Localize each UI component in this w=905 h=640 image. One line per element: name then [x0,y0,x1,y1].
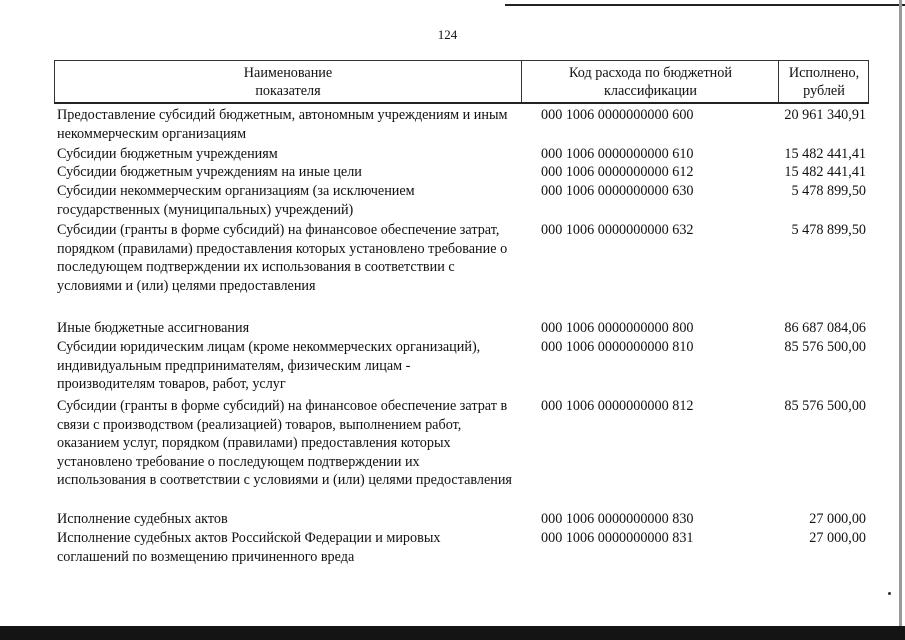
row-sum: 85 576 500,00 [784,339,866,355]
header-code-text: Код расхода по бюджетной классификации [569,64,732,99]
row-sum: 15 482 441,41 [784,146,866,162]
row-code: 000 1006 0000000000 810 [541,339,694,355]
row-sum: 5 478 899,50 [791,183,866,199]
page-number: 124 [437,27,458,42]
top-rule [505,4,905,6]
row-sum: 86 687 084,06 [784,320,866,336]
row-code: 000 1006 0000000000 612 [541,164,694,180]
bottom-scan-bar [0,626,905,640]
row-sum: 27 000,00 [809,511,866,527]
row-name: Иные бюджетные ассигнования [57,320,250,336]
header-sum-text: Исполнено, рублей [788,64,860,99]
row-name: Субсидии некоммерческим организациям (за исключением государственных (муниципальных) учреждений) [57,183,415,218]
row-name: Субсидии бюджетным учреждениям на иные цели [57,164,362,180]
row-sum: 85 576 500,00 [784,398,866,414]
row-name: Субсидии бюджетным учреждениям [57,146,278,162]
row-code: 000 1006 0000000000 600 [541,107,694,123]
row-name: Субсидии (гранты в форме субсидий) на финансовое обеспечение затрат в связи с производством (реализацией) товаров, выполнением работ, оказанием услуг, порядком (правилами) предоставления которых установлено требование о последующем подтверждении их использования в соответствии с условиями и (или) целями предоставления [57,398,512,488]
header-sum [778,61,869,103]
row-code: 000 1006 0000000000 830 [541,511,694,527]
row-code: 000 1006 0000000000 800 [541,320,694,336]
row-sum: 15 482 441,41 [784,164,866,180]
row-sum: 20 961 340,91 [784,107,866,123]
scan-speck [888,592,891,595]
row-name: Субсидии юридическим лицам (кроме некоммерческих организаций), индивидуальным предпринимателям, физическим лицам - производителям товаров, работ, услуг [57,339,481,392]
row-code: 000 1006 0000000000 630 [541,183,694,199]
row-code: 000 1006 0000000000 831 [541,530,694,546]
row-sum: 5 478 899,50 [791,222,866,238]
row-code: 000 1006 0000000000 812 [541,398,694,414]
page-edge-rule [899,0,902,640]
row-name: Предоставление субсидий бюджетным, автономным учреждениям и иным некоммерческим организациям [57,107,508,142]
row-name: Исполнение судебных актов [57,511,228,527]
row-code: 000 1006 0000000000 632 [541,222,694,238]
row-code: 000 1006 0000000000 610 [541,146,694,162]
header-name [55,61,521,103]
table-header [54,60,869,104]
header-name-text: Наименование показателя [243,64,333,99]
row-sum: 27 000,00 [809,530,866,546]
header-code [521,61,779,103]
row-name: Субсидии (гранты в форме субсидий) на финансовое обеспечение затрат, порядком (правилами) предоставления которых установлено требование о последующем подтверждении их использования в соответствии с условиями и (или) целями предоставления [57,222,508,294]
row-name: Исполнение судебных актов Российской Федерации и мировых соглашений по возмещению причиненного вреда [57,530,441,565]
